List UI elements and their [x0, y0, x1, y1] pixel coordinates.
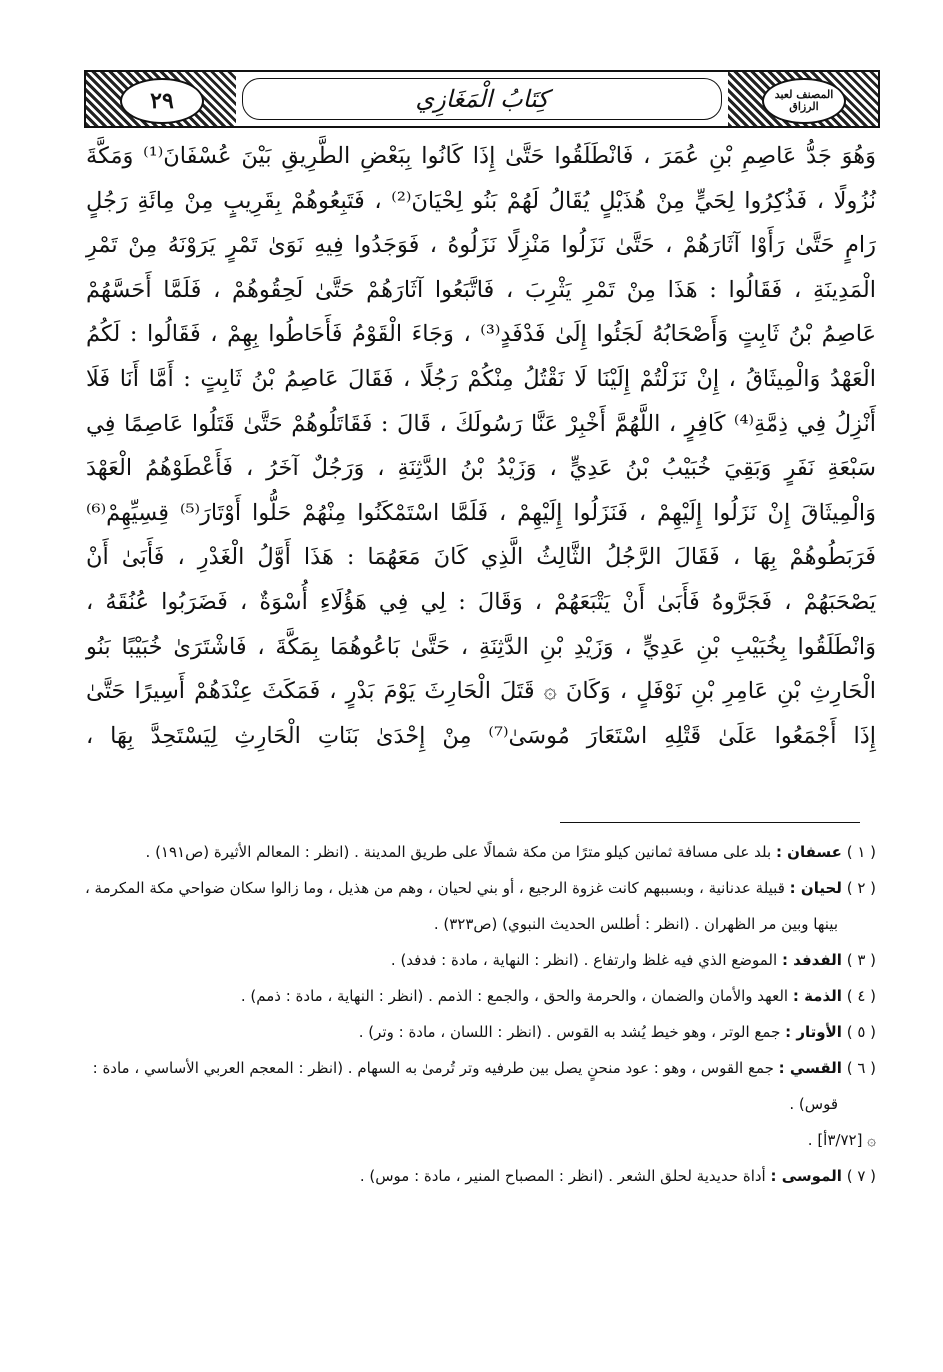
page-header — [84, 70, 880, 128]
footnote-text: قبيلة عدنانية ، وبسببهم كانت غزوة الرجيع ، أو بني لحيان ، وهم من هذيل ، وما زالوا سكان ضواحي مكة المكرمة ، بينها وبين مر الظهران . (انظر : أطلس الحديث النبوي) (ص٣٢٣) . — [84, 879, 838, 933]
footnote-text: الموضع الذي فيه غلظ وارتفاع . (انظر : النهاية ، مادة : فدفد) . — [390, 951, 778, 969]
footnote-text: ۞ [٣/٧٢أ] . — [807, 1131, 876, 1149]
text-line: أَنْزِلُ فِي ذِمَّةِ⁽⁴⁾ كَافِرٍ ، اللَّهُمَّ أَخْبِرْ عَنَّا رَسُولَكَ ، قَالَ : فَقَاتَلُوهُمْ حَتَّىٰ قَتَلُوا عَاصِمًا فِي — [86, 410, 877, 437]
footnote-term: عسفان : — [775, 843, 842, 861]
footnote-number: ( ٤ ) — [846, 987, 876, 1005]
text-line: رَامٍ حَتَّىٰ رَأَوْا آثَارَهُمْ ، حَتَّىٰ نَزَلُوا مَنْزِلًا نَزَلُوهُ ، فَوَجَدُوا فِيهِ نَوَىٰ تَمْرٍ يَرَوْنَهُ مِنْ تَمْرِ — [86, 232, 876, 259]
footnote-number: ( ٣ ) — [846, 951, 876, 969]
footnote-term: الموسى : — [770, 1167, 842, 1185]
footnote-number: ( ١ ) — [846, 843, 876, 861]
footnote — [84, 1122, 876, 1158]
text-line: الْحَارِثِ بْنِ عَامِرِ بْنِ نَوْفَلٍ ، وَكَانَ ۞ قَتَلَ الْحَارِثَ يَوْمَ بَدْرٍ ، فَمَكَثَ عِنْدَهُمْ أَسِيرًا حَتَّىٰ — [86, 678, 876, 705]
text-line: عَاصِمُ بْنُ ثَابِتٍ وَأَصْحَابُهُ لَجَئُوا إِلَىٰ فَدْفَدٍ⁽³⁾ ، وَجَاءَ الْقَوْمُ فَأَحَاطُوا بِهِمْ ، فَقَالُوا : لَكُمُ — [86, 321, 877, 348]
footnote-text: العهد والأمان والضمان ، والحرمة والحق ، والجمع : الذمم . (انظر : النهاية ، مادة : ذمم) . — [240, 987, 789, 1005]
footnote — [84, 1158, 876, 1194]
page-number-ornament — [86, 72, 236, 126]
footnote — [84, 834, 876, 870]
footnote-text: جمع الوتر ، وهو خيط يُشد به القوس . (انظر : اللسان ، مادة : وتر) . — [358, 1023, 781, 1041]
footnote-separator — [560, 822, 860, 823]
footnote-term: لحيان : — [789, 879, 842, 897]
book-title: كِتَابُ الْمَغَازِي — [242, 78, 722, 120]
page-number: ٢٩ — [120, 78, 204, 124]
text-line: سَبْعَةِ نَفَرٍ وَبَقِيَ خُبَيْبُ بْنُ عَدِيٍّ ، وَزَيْدُ بْنُ الدَّثِنَةِ ، وَرَجُلٌ آخَرُ ، فَأَعْطَوْهُمُ الْعَهْدَ — [86, 455, 876, 482]
text-line: وَانْطَلَقُوا بِخُبَيْبِ بْنِ عَدِيٍّ ، وَزَيْدِ بْنِ الدَّثِنَةِ ، حَتَّىٰ بَاعُوهُمَا بِمَكَّةَ ، فَاشْتَرَىٰ خُبَيْبًا بَنُو — [86, 633, 876, 660]
logo-ornament — [728, 72, 878, 126]
footnote — [84, 870, 876, 942]
footnote — [84, 942, 876, 978]
text-line: إِذَا أَجْمَعُوا عَلَىٰ قَتْلِهِ اسْتَعَارَ مُوسَىٰ⁽⁷⁾ مِنْ إِحْدَىٰ بَنَاتِ الْحَارِثِ لِيَسْتَحِدَّ بِهَا ، — [86, 722, 876, 749]
text-line: يَصْحَبَهُمْ ، فَجَرَّوهُ فَأَبَىٰ أَنْ يَتْبَعَهُمْ ، وَقَالَ : لِي فِي هَؤُلَاءِ أُسْوَةٌ ، فَضَرَبُوا عُنُقَهُ ، — [86, 588, 876, 615]
text-line: وَهُوَ جَدُّ عَاصِمِ بْنِ عُمَرَ ، فَانْطَلَقُوا حَتَّىٰ إِذَا كَانُوا بِبَعْضِ الطَّرِيقِ بَيْنَ عُسْفَانَ⁽¹⁾ وَمَكَّةَ — [86, 143, 876, 169]
text-line: فَرَبَطُوهُمْ بِهَا ، فَقَالَ الرَّجُلُ الثَّالِثُ الَّذِي كَانَ مَعَهُمَا : هَذَا أَوَّلُ الْغَدْرِ ، فَأَبَىٰ أَنْ — [86, 544, 876, 571]
footnote — [84, 1014, 876, 1050]
footnote-term: الفدفد : — [781, 951, 842, 969]
footnote-term: الذمة : — [792, 987, 842, 1005]
footnote — [84, 1050, 876, 1122]
book-logo: المصنف لعبد الرزاق — [774, 88, 834, 113]
footnote-term: القسي : — [778, 1059, 842, 1077]
footnote-text: جمع القوس ، وهو : عود منحنٍ يصل بين طرفيه وتر تُرمىٰ به السهام . (انظر : المعجم العربي الأساسي ، مادة : قوس) . — [92, 1059, 838, 1113]
footnote-text: أداة حديدية لحلق الشعر . (انظر : المصباح المنير ، مادة : موس) . — [359, 1167, 766, 1185]
footnote — [84, 978, 876, 1014]
footnote-text: بلد على مسافة ثمانين كيلو مترًا من مكة شمالًا على طريق المدينة . (انظر : المعالم الأثيرة (ص١٩١) . — [145, 843, 772, 861]
footnote-number: ( ٧ ) — [846, 1167, 876, 1185]
text-line: نُزُولًا ، فَذُكِرُوا لِحَيٍّ مِنْ هُذَيْلٍ يُقَالُ لَهُمْ بَنُو لِحْيَانَ⁽²⁾ ، فَتَبِعُوهُمْ بِقَرِيبٍ مِنْ مِائَةِ رَجُلٍ — [86, 187, 876, 214]
footnotes — [84, 834, 876, 1194]
footnote-number: ( ٥ ) — [846, 1023, 876, 1041]
text-line: الْمَدِينَةِ ، فَقَالُوا : هَذَا مِنْ تَمْرِ يَثْرِبَ ، فَاتَّبَعُوا آثَارَهُمْ حَتَّىٰ لَحِقُوهُمْ ، فَلَمَّا أَحَسَّهُمْ — [86, 276, 876, 303]
main-text — [86, 134, 876, 758]
text-line: وَالْمِيثَاقَ إِنْ نَزَلُوا إِلَيْهِمْ ، فَنَزَلُوا إِلَيْهِمْ ، فَلَمَّا اسْتَمْكَنُوا مِنْهُمْ حَلُّوا أَوْتَارَ⁽⁵⁾ قِسِيِّهِمْ⁽⁶⁾ — [86, 499, 876, 526]
footnote-number: ( ٦ ) — [846, 1059, 876, 1077]
footnote-number: ( ٢ ) — [846, 879, 876, 897]
footnote-term: الأوتار : — [785, 1023, 842, 1041]
text-line: الْعَهْدُ وَالْمِيثَاقُ ، إِنْ نَزَلْتُمْ إِلَيْنَا لَا نَقْتُلُ مِنْكُمْ رَجُلًا ، فَقَالَ عَاصِمُ بْنُ ثَابِتٍ : أَمَّا أَنَا فَلَا — [86, 365, 876, 392]
